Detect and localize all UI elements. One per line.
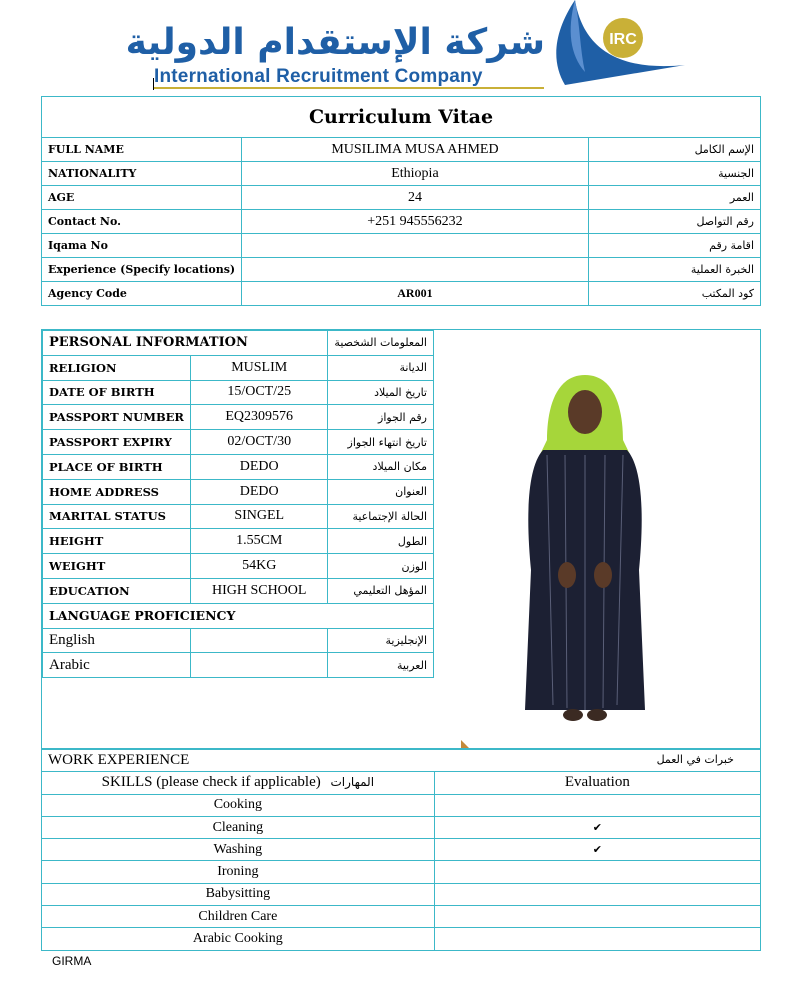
skill-checkmark-icon xyxy=(434,906,760,928)
personal-label-arabic: مكان الميلاد xyxy=(328,454,434,479)
company-name-english: International Recruitment Company xyxy=(154,66,483,87)
personal-row xyxy=(43,454,434,479)
cv-value: MUSILIMA MUSA AHMED xyxy=(242,138,589,162)
text-cursor xyxy=(153,78,154,90)
cv-value: 24 xyxy=(242,186,589,210)
personal-row xyxy=(43,380,434,405)
logo-badge-text: IRC xyxy=(609,31,637,48)
personal-heading: PERSONAL INFORMATION xyxy=(43,331,328,356)
personal-label: PASSPORT NUMBER xyxy=(43,405,191,430)
personal-row xyxy=(43,578,434,603)
cv-row-contact xyxy=(42,210,761,234)
skill-row xyxy=(42,839,761,861)
cv-row-age xyxy=(42,186,761,210)
personal-label-arabic: الديانة xyxy=(328,355,434,380)
skill-checkmark-icon: ✔ xyxy=(434,816,760,838)
cv-label: NATIONALITY xyxy=(42,162,242,186)
language-name: English xyxy=(43,628,191,653)
cv-row-nationality xyxy=(42,162,761,186)
skill-name: Cleaning xyxy=(42,816,435,838)
evaluation-heading: Evaluation xyxy=(434,772,760,794)
skill-name: Ironing xyxy=(42,861,435,883)
cv-row-iqama xyxy=(42,234,761,258)
personal-label: HOME ADDRESS xyxy=(43,479,191,504)
personal-info-table xyxy=(42,330,434,678)
cv-label: Agency Code xyxy=(42,282,242,306)
cv-label-arabic: رقم التواصل xyxy=(588,210,760,234)
language-value xyxy=(191,653,328,678)
cv-label: Contact No. xyxy=(42,210,242,234)
skill-name: Arabic Cooking xyxy=(42,928,435,950)
personal-label-arabic: تاريخ انتهاء الجواز xyxy=(328,430,434,455)
work-experience-heading: WORK EXPERIENCE xyxy=(48,752,190,769)
language-heading: LANGUAGE PROFICIENCY xyxy=(43,603,434,628)
skills-heading-cell xyxy=(42,772,435,794)
skill-checkmark-icon xyxy=(434,794,760,816)
personal-label-arabic: الطول xyxy=(328,529,434,554)
personal-label: DATE OF BIRTH xyxy=(43,380,191,405)
skill-row xyxy=(42,906,761,928)
language-name-arabic: العربية xyxy=(328,653,434,678)
personal-label: WEIGHT xyxy=(43,554,191,579)
cv-label-arabic: اقامة رقم xyxy=(588,234,760,258)
skill-checkmark-icon: ✔ xyxy=(434,839,760,861)
personal-value: 1.55CM xyxy=(191,529,328,554)
skill-name: Children Care xyxy=(42,906,435,928)
logo-underline xyxy=(154,87,544,89)
skill-name: Babysitting xyxy=(42,883,435,905)
personal-value: 54KG xyxy=(191,554,328,579)
work-experience-cell xyxy=(42,750,761,772)
personal-label-arabic: رقم الجواز xyxy=(328,405,434,430)
skill-checkmark-icon xyxy=(434,861,760,883)
personal-label-arabic: تاريخ الميلاد xyxy=(328,380,434,405)
skill-checkmark-icon xyxy=(434,883,760,905)
cv-value: Ethiopia xyxy=(242,162,589,186)
skill-checkmark-icon xyxy=(434,928,760,950)
cv-summary-table xyxy=(41,96,761,306)
skills-heading: SKILLS (please check if applicable) xyxy=(101,774,321,791)
personal-heading-row xyxy=(43,331,434,356)
personal-label-arabic: الوزن xyxy=(328,554,434,579)
personal-label: PLACE OF BIRTH xyxy=(43,454,191,479)
work-experience-heading-arabic: خبرات في العمل xyxy=(656,753,734,766)
personal-label: PASSPORT EXPIRY xyxy=(43,430,191,455)
work-experience-row xyxy=(42,750,761,772)
personal-label-arabic: الحالة الإجتماعية xyxy=(328,504,434,529)
personal-value: MUSLIM xyxy=(191,355,328,380)
personal-row xyxy=(43,355,434,380)
cv-label-arabic: الخبرة العملية xyxy=(588,258,760,282)
personal-value: DEDO xyxy=(191,454,328,479)
skill-row xyxy=(42,928,761,950)
personal-label-arabic: العنوان xyxy=(328,479,434,504)
personal-label: HEIGHT xyxy=(43,529,191,554)
language-row xyxy=(43,628,434,653)
skills-heading-row xyxy=(42,772,761,794)
personal-heading-arabic: المعلومات الشخصية xyxy=(328,331,434,356)
personal-label: EDUCATION xyxy=(43,578,191,603)
cv-label: AGE xyxy=(42,186,242,210)
cv-row-agency-code xyxy=(42,282,761,306)
cv-label-arabic: الجنسية xyxy=(588,162,760,186)
personal-row xyxy=(43,479,434,504)
personal-value: 15/OCT/25 xyxy=(191,380,328,405)
personal-value: HIGH SCHOOL xyxy=(191,578,328,603)
personal-row xyxy=(43,529,434,554)
cv-value: +251 945556232 xyxy=(242,210,589,234)
candidate-photo xyxy=(435,330,760,748)
personal-value: EQ2309576 xyxy=(191,405,328,430)
language-name-arabic: الإنجليزية xyxy=(328,628,434,653)
personal-row xyxy=(43,554,434,579)
skills-table xyxy=(41,749,761,951)
personal-label: MARITAL STATUS xyxy=(43,504,191,529)
personal-value: SINGEL xyxy=(191,504,328,529)
language-name: Arabic xyxy=(43,653,191,678)
language-heading-row xyxy=(43,603,434,628)
cv-label: Iqama No xyxy=(42,234,242,258)
personal-label: RELIGION xyxy=(43,355,191,380)
cv-value xyxy=(242,234,589,258)
personal-value: DEDO xyxy=(191,479,328,504)
language-row xyxy=(43,653,434,678)
cv-label-arabic: كود المكتب xyxy=(588,282,760,306)
cv-row-experience xyxy=(42,258,761,282)
cv-value: AR001 xyxy=(242,282,589,306)
cv-label-arabic: العمر xyxy=(588,186,760,210)
cv-value xyxy=(242,258,589,282)
skill-name: Cooking xyxy=(42,794,435,816)
personal-row xyxy=(43,430,434,455)
personal-row xyxy=(43,504,434,529)
skill-row xyxy=(42,861,761,883)
cv-label-arabic: الإسم الكامل xyxy=(588,138,760,162)
footer-text: GIRMA xyxy=(52,954,92,968)
skill-row xyxy=(42,816,761,838)
personal-value: 02/OCT/30 xyxy=(191,430,328,455)
skills-heading-arabic: المهارات xyxy=(330,775,375,790)
cv-row-full-name xyxy=(42,138,761,162)
language-value xyxy=(191,628,328,653)
cv-label: Experience (Specify locations) xyxy=(42,258,242,282)
cv-label: FULL NAME xyxy=(42,138,242,162)
company-name-arabic: شركة الإستقدام الدولية xyxy=(125,22,545,63)
personal-row xyxy=(43,405,434,430)
cv-title: Curriculum Vitae xyxy=(42,97,761,138)
skill-row xyxy=(42,883,761,905)
company-logo-icon xyxy=(545,0,690,88)
skill-row xyxy=(42,794,761,816)
skill-name: Washing xyxy=(42,839,435,861)
personal-label-arabic: المؤهل التعليمي xyxy=(328,578,434,603)
